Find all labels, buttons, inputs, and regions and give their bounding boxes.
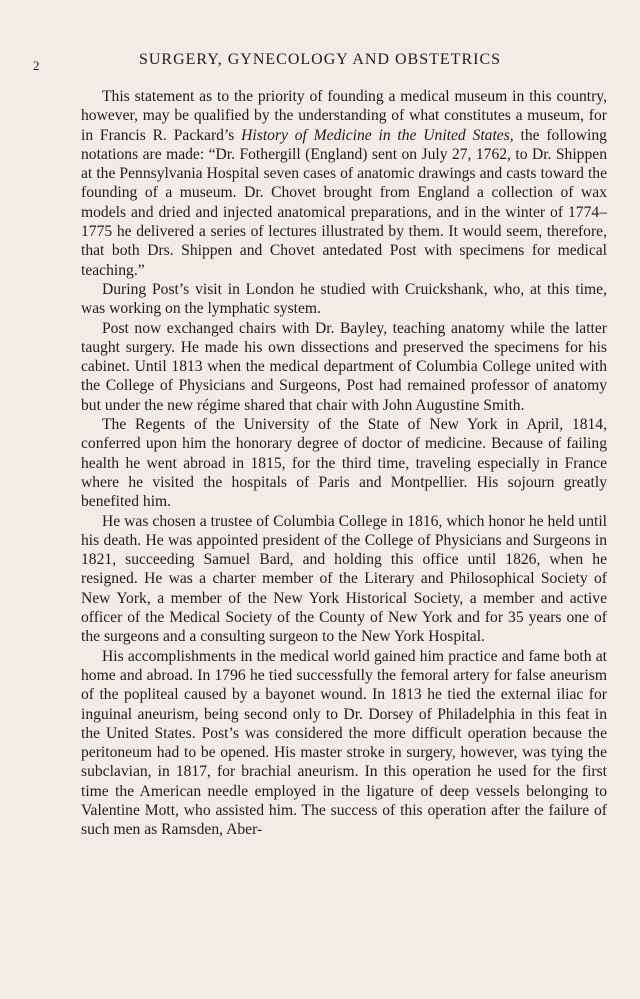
paragraph-london-visit: During Post’s visit in London he studied with Cruickshank, who, at this time, was working on the lymphatic system. <box>81 280 607 318</box>
body-text <box>81 87 607 840</box>
paragraph-exchanged-chairs: Post now exchanged chairs with Dr. Bayley, teaching anatomy while the latter taught surgery. He made his own dissections and preserved the specimens for his cabinet. Until 1813 when the medical department of Columbia College united with the College of Physicians and Surgeons, Post had remained professor of anatomy but under the new régime shared that chair with John Augustine Smith. <box>81 319 607 414</box>
paragraph-honorary-degree: The Regents of the University of the State of New York in April, 1814, conferred upon him the honorary degree of doctor of medicine. Because of failing health he went abroad in 1815, for the third time, traveling especially in France where he visited the hospitals of Paris and Montpellier. His sojourn greatly benefited him. <box>81 416 607 511</box>
book-title: History of Medicine in the United States, <box>241 126 514 144</box>
paragraph-text: This statement as to the priority of founding a medical museum in this country, however, may be qualified by the understanding of what constitutes a museum, for in Francis R. Packard’s <box>81 88 607 144</box>
paragraph-museum-priority <box>81 87 607 280</box>
paragraph-trustee: He was chosen a trustee of Columbia College in 1816, which honor he held until his death. He was appointed president of the College of Physicians and Surgeons in 1821, succeeding Samuel Bard, and holding this office until 1826, when he resigned. He was a charter member of the Literary and Philosophical Society of New York, a member of the New York Historical Society, a member and active officer of the Medical Society of the County of New York and for 35 years one of the surgeons and a consulting surgeon to the New York Hospital. <box>81 512 607 646</box>
running-head: SURGERY, GYNECOLOGY AND OBSTETRICS <box>138 51 502 68</box>
page-number: 2 <box>33 58 40 73</box>
paragraph-text: the following notations are made: “Dr. Fothergill (England) sent on July 27, 1762, to Dr. Shippen at the Pennsylvania Hospital seven cases of anatomic drawings and casts toward the founding of a museum. Dr. Chovet brought from England a collection of wax models and dried and injected anatomical preparations, and in the winter of 1774–1775 he delivered a series of lectures illustrated by them. It would seem, therefore, that both Drs. Shippen and Chovet antedated Post with specimens for medical teaching.” <box>81 126 607 279</box>
paragraph-accomplishments: His accomplishments in the medical world gained him practice and fame both at home and abroad. In 1796 he tied successfully the femoral artery for false aneurism of the popliteal caused by a bayonet wound. In 1813 he tied the external iliac for inguinal aneurism, being second only to Dr. Dorsey of Philadelphia in this feat in the United States. Post’s was considered the more difficult operation because the peritoneum had to be opened. His master stroke in surgery, however, was tying the subclavian, in 1817, for brachial aneurism. In this operation he used for the first time the American needle employed in the ligature of deep vessels belonging to Valentine Mott, who assisted him. The success of this operation after the failure of such men as Ramsden, Aber- <box>81 647 607 839</box>
